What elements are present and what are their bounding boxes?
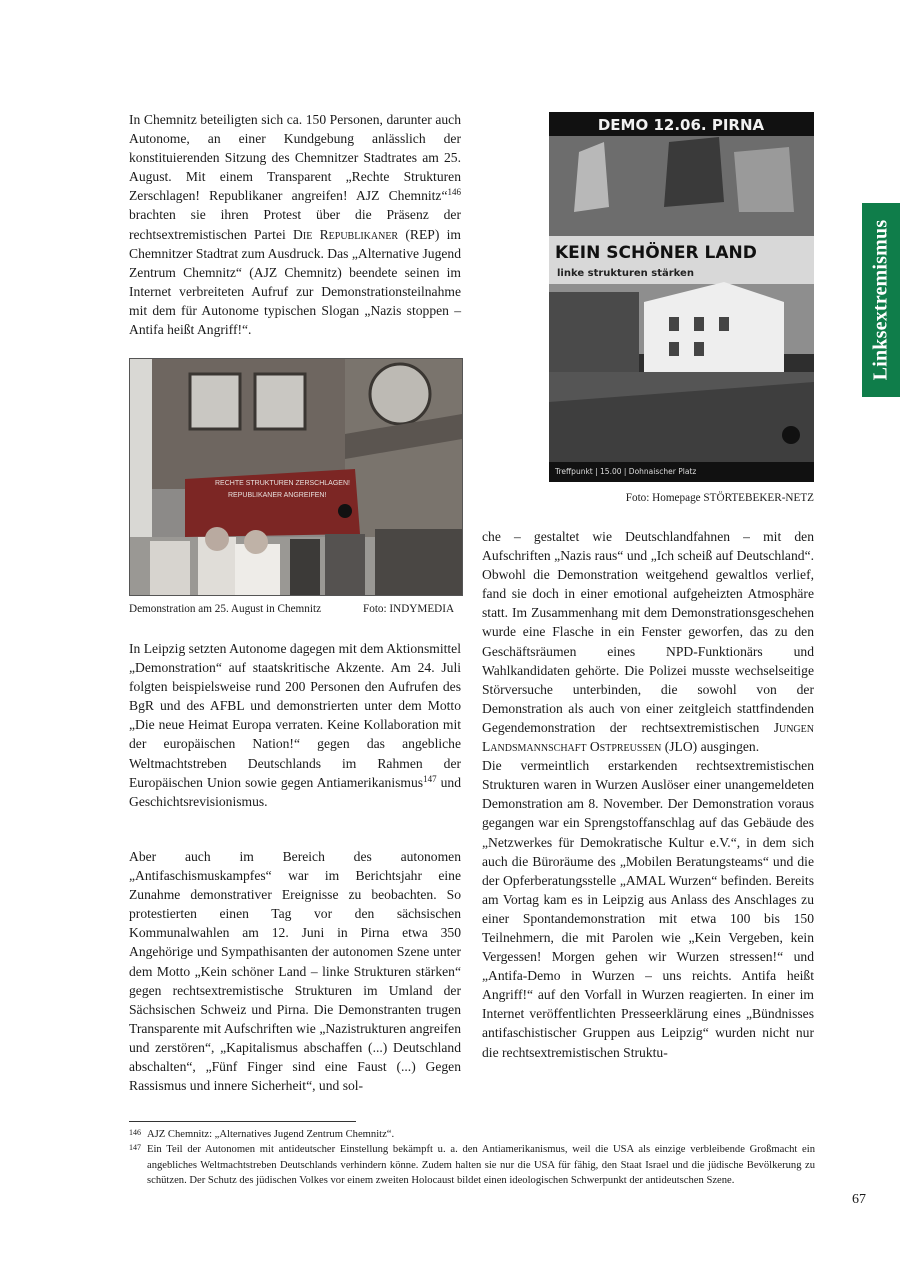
footnote-divider — [129, 1121, 356, 1122]
demo-poster-image — [549, 112, 814, 482]
caption-text: Demonstration am 25. August in Chemnitz — [129, 603, 322, 615]
photo-scene — [130, 359, 462, 595]
text-run: und Geschichtsrevisionismus. — [129, 774, 462, 809]
footnotes — [129, 1127, 815, 1188]
poster-subline: linke strukturen stärken — [557, 268, 694, 279]
footnote-number: 146 — [129, 1128, 141, 1137]
section-tab-label: Linksextremismus — [869, 219, 892, 381]
text-run: Aber auch im Bereich des autonomen „Antifaschismuskampfes“ war im Berichtsjahr eine Zunahme demonstrativer Ereignisse zu beobachten. So protestierten einen Tag vor den sächsischen Kommunalwahlen am 12. Juni in Pirna etwa 350 Angehörige und Sympathisanten der autonomen Szene unter dem Motto „Kein schöner Land – linke Strukturen stärken“ gegen rechtsextremistische Strukturen im Umland der Sächsischen Schweiz und Pirna. Die Demonstranten trugen Transparente mit Aufschriften wie „Nazistrukturen angreifen und zerstören“, „Kapitalismus abschaffen (...) Deutschland abschalten“, „Fünf Finger sind eine Faust (...) Gegen Rassismus und innere Sicherheit“, und sol- — [129, 849, 461, 1094]
poster-scene — [549, 112, 814, 482]
left-paragraph-3 — [129, 847, 461, 1095]
footnote-number: 147 — [129, 1143, 141, 1153]
text-run: In Chemnitz beteiligten sich ca. 150 Personen, darunter auch Autonome, an einer Kundgebung anlässlich der konstituierenden Sitzung des Chemnitzer Stadtrates am 25. August. Mit einem Transparent „Rechte Strukturen Zerschlagen! Republikaner angreifen! AJZ Chemnitz“ — [129, 112, 461, 204]
footnote-146 — [129, 1127, 815, 1142]
poster-credit: Foto: Homepage STÖRTEBEKER-NETZ — [625, 492, 814, 504]
text-run: (JLO) ausgingen. — [661, 739, 760, 755]
poster-top-text: DEMO 12.06. PIRNA — [597, 116, 765, 134]
footnote-ref-147[interactable]: 147 — [423, 773, 437, 784]
left-paragraph-1 — [129, 110, 461, 339]
photo-caption-left — [129, 602, 461, 616]
banner-text-1: RECHTE STRUKTUREN ZERSCHLAGEN! — [215, 480, 350, 487]
right-paragraph-2: Die vermeintlich erstarkenden rechtsextremistischen Strukturen waren in Wurzen Auslöser einer unangemeldeten Demonstration am 8. November. Der Demonstration voraus gegangen war ein Sprengstoffanschlag auf das Gebäude des „Netzwerkes für Demokratische Kultur e.V.“, in dem sich auch die Büroräume des „Mobilen Beratungsteams“ und die der Opferberatungsstelle „AMAL Wurzen“ befinden. Bereits am Vortag kam es in Leipzig aus Anlass des Anschlages zu einer Spontandemonstration mit etwa 100 bis 150 Teilnehmern, die mit Parolen wie „Kein Vergeben, kein Vergessen! Morgen gehen wir Wurzen stressen!“ und „Antifa-Demo in Wurzen – uns reichts. Antifa heißt Angriff!“ auf den Vorfall in Wurzen reagierten. In einer im Internet veröffentlichten Presseerklärung eines „Bündnisses antifaschistischer Gruppen aus Leipzig“ wurden nicht nur die rechtsextremistischen Struktu- — [482, 758, 814, 1060]
footnote-147 — [129, 1142, 815, 1188]
section-tab — [862, 203, 900, 397]
footnote-text: AJZ Chemnitz: „Alternatives Jugend Zentrum Chemnitz“. — [147, 1129, 395, 1140]
organization-name: Jungen Landsmannschaft Ostpreußen — [482, 719, 814, 755]
banner-text-2: REPUBLIKANER ANGREIFEN! — [228, 492, 327, 499]
party-name: Die Republikaner — [293, 226, 399, 242]
text-run: che – gestaltet wie Deutschlandfahnen – mit den Aufschriften „Nazis raus“ und „Ich scheiß auf Deutschland“. Obwohl die Demonstration weitgehend gewaltlos verlief, fand sie doch in einer emotional aufgeheizten Atmosphäre statt. Im Zusammenhang mit dem Demonstrationsgeschehen wurde eine Flasche in ein Fenster geworfen, das zu den Geschäftsräumen eines NPD-Funktionärs und Wahlkandidaten gehörte. Die Polizei musste wechselseitige Störversuche unterbinden, die sowohl von der Demonstration als auch von einer zeitgleich stattfindenden Gegendemonstration der rechtsextremistischen — [482, 529, 814, 735]
text-run: In Leipzig setzten Autonome dagegen mit dem Aktionsmittel „Demonstration“ auf staatskritische Akzente. Am 24. Juli folgten beispielsweise rund 200 Personen den Aufrufen des BgR und des AFBL und demonstrierten unter dem Motto „Die neue Heimat Europa verraten. Keine Kollaboration mit der europäischen Nation!“ gegen das angebliche Weltmachtstreben Deutschlands im Rahmen der Europäischen Union sowie gegen Antiamerikanismus — [129, 641, 461, 790]
left-paragraph-2 — [129, 639, 461, 811]
footnote-text: Ein Teil der Autonomen mit antideutscher Einstellung bekämpft u. a. den Antiamerikanismus, weil die USA als einzige verbleibende Großmacht ein angebliches Weltmachtstreben Deutschlands verhindern könne. Zudem halten sie nur die USA für fähig, den Staat Israel und die jüdische Bevölkerung zu schützen. Der Schutz des jüdischen Volkes vor einem zweiten Holocaust bildet einen ideologischen Schwerpunkt der antideutschen Szene. — [147, 1144, 815, 1186]
footnote-ref-146[interactable]: 146 — [447, 187, 461, 198]
poster-bottom-text: Treffpunkt | 15.00 | Dohnaischer Platz — [555, 467, 697, 476]
demonstration-photo — [129, 358, 463, 596]
page-number: 67 — [852, 1192, 866, 1207]
text-run: (REP) im Chemnitzer Stadtrat zum Ausdruck. Das „Alternative Jugend Zentrum Chemnitz“ (AJZ Chemnitz) beendete seinen im Internet verbreiteten Aufruf zur Demonstrationsteilnahme mit dem für Autonome typischen Slogan „Nazis stoppen – Antifa heißt Angriff!“. — [129, 226, 461, 338]
text-run: brachten sie ihren Protest über die Präsenz der rechtsextremistischen Partei — [129, 207, 461, 242]
poster-headline: KEIN SCHÖNER LAND — [555, 243, 757, 263]
right-paragraph-1 — [482, 527, 814, 1062]
photo-credit: Foto: INDYMEDIA — [363, 603, 455, 615]
